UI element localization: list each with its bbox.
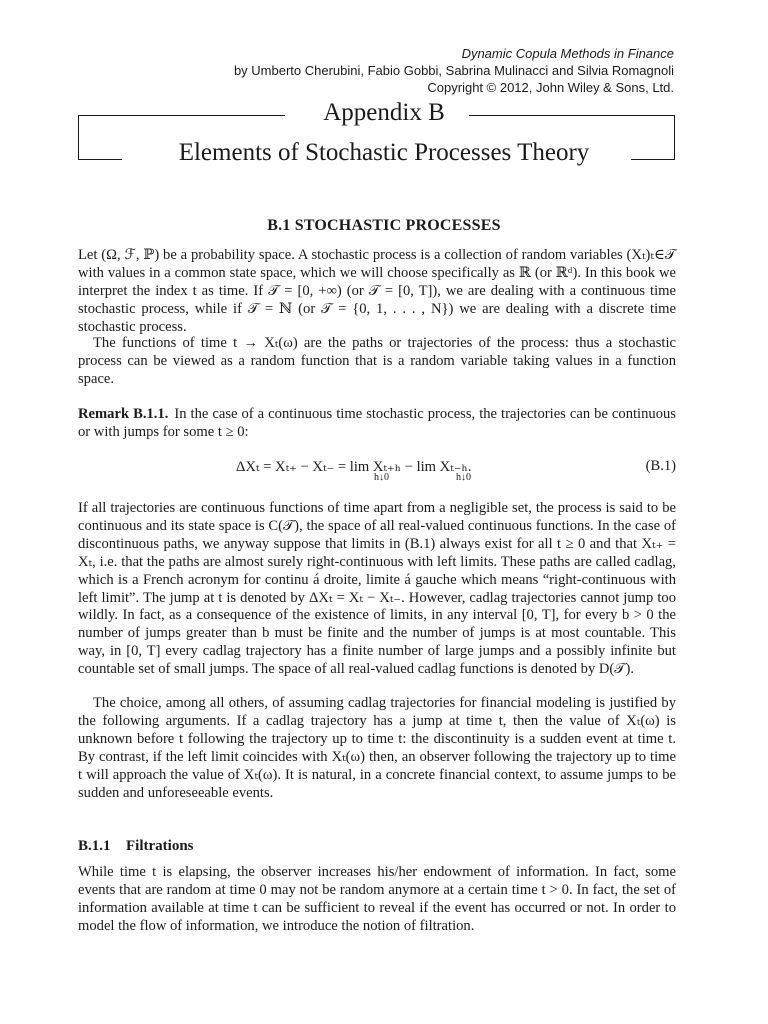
paragraph-cadlag-motivation: The choice, among all others, of assuming cadlag trajectories for financial modeling is justified by the following arguments. If a cadlag trajectory has a jump at time t, then the value of Xₜ(ω) is unknown before t following the trajectory up to time t: the discontinuity is a sudden event at time t. By contrast, if the left limit coincides with Xₜ(ω) then, an observer following the trajectory up to time t will approach the value of Xₜ(ω). It is natural, in a concrete financial context, to assume jumps to be sudden and unforeseeable events. — [78, 695, 676, 801]
paragraph-cadlag: If all trajectories are continuous functions of time apart from a negligible set, the process is said to be continuous and its state space is C(𝒯), the space of all real-valued continuous functions. In the case of discontinuous paths, we anyway suppose that limits in (B.1) always exist for all t ≥ 0 and that Xₜ₊ = Xₜ, i.e. that the paths are almost surely right-continuous with left limits. These paths are called cadlag, which is a French acronym for continu á droite, limite á gauche which means “right-continuous with left limit”. The jump at t is denoted by ΔXₜ = Xₜ − Xₜ₋. However, cadlag trajectories cannot jump too wildly. In fact, as a consequence of the existence of limits, in any interval [0, T], for every b > 0 the number of jumps greater than b must be finite and the number of jumps is at most countable. This way, in [0, T] every cadlag trajectory has a finite number of large jumps and a possibly infinite but countable set of small jumps. The space of all real-valued cadlag functions is denoted by D(𝒯). — [78, 500, 676, 678]
limit-subscript-1: h↓0 — [374, 472, 389, 483]
appendix-title: Elements of Stochastic Processes Theory — [178, 139, 590, 166]
equation-number: (B.1) — [645, 458, 676, 474]
paragraph-filtrations: While time t is elapsing, the observer increases his/her endowment of information. In fact, some events that are random at time 0 may not be random anymore at a certain time t > 0. In fact, the set of information available at time t can be sufficient to reveal if the event has occurred or not. In order to model the flow of information, we introduce the notion of filtration. — [78, 864, 676, 934]
limit-subscript-2: h↓0 — [456, 472, 471, 483]
book-title: Dynamic Copula Methods in Finance — [461, 46, 674, 61]
section-heading: B.1 STOCHASTIC PROCESSES — [267, 217, 501, 234]
remark-text: In the case of a continuous time stochastic process, the trajectories can be continuous or with jumps for some t ≥ 0: — [78, 406, 676, 440]
subsection-title: Filtrations — [126, 838, 194, 854]
paragraph-probability-space: Let (Ω, ℱ, ℙ) be a probability space. A stochastic process is a collection of random variables (Xₜ)ₜ∈𝒯 with values in a common state space, which we will choose specifically as ℝ (or ℝᵈ). In this book we interpret the index t as time. If 𝒯 = [0, +∞) (or 𝒯 = [0, T]), we are dealing with a continuous time stochastic process, while if 𝒯 = ℕ (or 𝒯 = {0, 1, . . . , N}) we are dealing with a discrete time stochastic process. — [78, 247, 676, 335]
subsection-number: B.1.1 — [78, 838, 111, 854]
equation-body: ΔXₜ = Xₜ₊ − Xₜ₋ = lim Xₜ₊ₕ − lim Xₜ₋ₕ. — [236, 459, 472, 475]
copyright-notice: Copyright © 2012, John Wiley & Sons, Ltd. — [427, 80, 674, 95]
remark-label: Remark B.1.1. — [78, 406, 169, 422]
subsection-heading — [78, 836, 194, 856]
appendix-label: Appendix B — [323, 99, 445, 126]
book-authors: by Umberto Cherubini, Fabio Gobbi, Sabrina Mulinacci and Silvia Romagnoli — [233, 63, 674, 78]
remark-paragraph — [78, 406, 676, 442]
equation-b1 — [0, 458, 768, 488]
paragraph-trajectories: The functions of time t → Xₜ(ω) are the paths or trajectories of the process: thus a stochastic process can be viewed as a random function that is a random variable taking values in a function space. — [78, 335, 676, 387]
